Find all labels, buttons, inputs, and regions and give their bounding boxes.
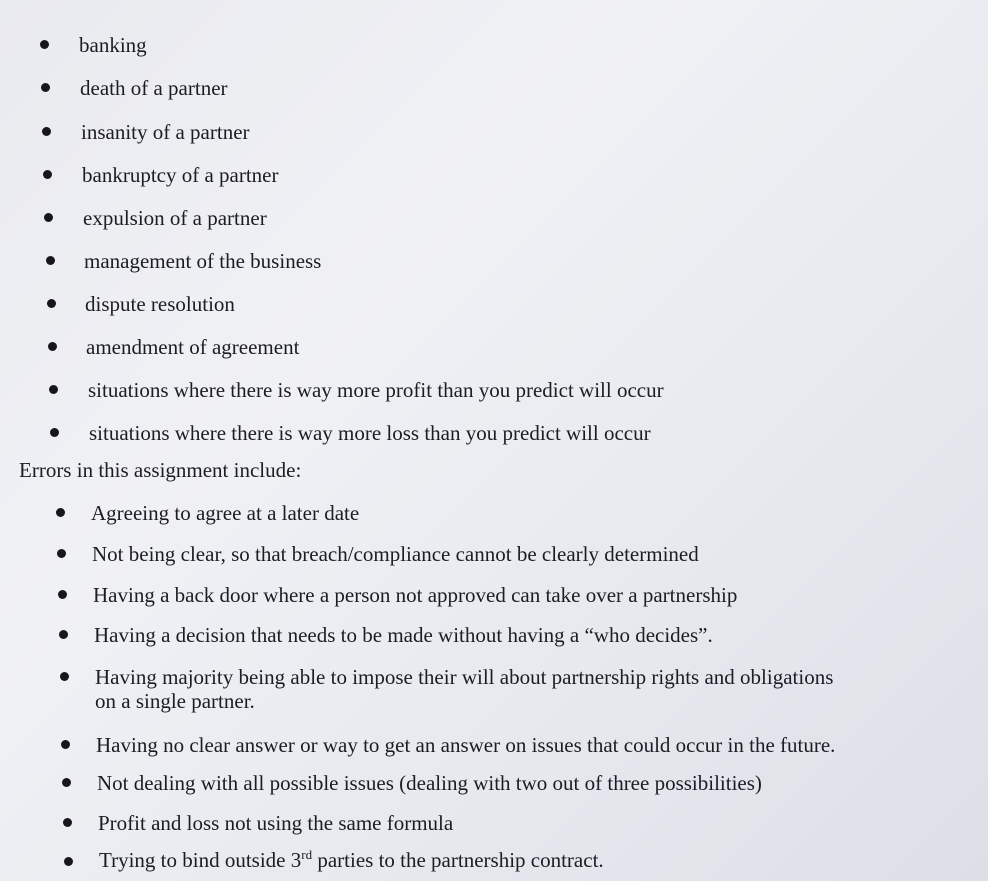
list-item-text: management of the business [84, 249, 322, 273]
list-item-text: death of a partner [80, 76, 228, 100]
bullet-icon [58, 590, 67, 599]
list-item-text: expulsion of a partner [83, 206, 267, 230]
bullet-icon [43, 170, 52, 179]
list-item-text: situations where there is way more profit than you predict will occur [88, 378, 664, 402]
bullet-icon [50, 428, 59, 437]
list-item-text: Having a decision that needs to be made without having a “who decides”. [94, 623, 713, 647]
bullet-icon [42, 127, 51, 136]
bullet-icon [57, 549, 66, 558]
list-item-text [99, 848, 604, 872]
bullet-icon [61, 740, 70, 749]
list-item-text: Not being clear, so that breach/compliance cannot be clearly determined [92, 542, 699, 566]
bullet-icon [41, 83, 50, 92]
text-segment: parties to the partnership contract. [312, 848, 604, 872]
list-item-text: insanity of a partner [81, 120, 250, 144]
errors-heading: Errors in this assignment include: [19, 458, 302, 482]
bullet-icon [63, 818, 72, 827]
list-item-text: Having a back door where a person not approved can take over a partnership [93, 583, 738, 607]
list-item-text: amendment of agreement [86, 335, 300, 359]
list-item-text: Having majority being able to impose their will about partnership rights and obligations [95, 665, 834, 689]
list-item-text: Agreeing to agree at a later date [91, 501, 360, 525]
bullet-icon [64, 857, 73, 866]
list-item-text: Not dealing with all possible issues (dealing with two out of three possibilities) [97, 771, 762, 795]
list-item-text: Having no clear answer or way to get an answer on issues that could occur in the future. [96, 733, 836, 757]
bullet-icon [44, 213, 53, 222]
bullet-icon [40, 40, 49, 49]
bullet-icon [49, 385, 58, 394]
list-item-text: situations where there is way more loss than you predict will occur [89, 421, 651, 445]
list-item-text: dispute resolution [85, 292, 235, 316]
text-segment: Trying to bind outside 3 [99, 848, 302, 872]
list-item-text: banking [79, 33, 147, 57]
bullet-icon [46, 256, 55, 265]
list-item-text-continued: on a single partner. [95, 689, 255, 713]
ordinal-superscript: rd [301, 847, 313, 862]
bullet-icon [59, 630, 68, 639]
list-item-text: Profit and loss not using the same formula [98, 811, 454, 835]
bullet-icon [48, 342, 57, 351]
bullet-icon [56, 508, 65, 517]
list-item-text: bankruptcy of a partner [82, 163, 279, 187]
bullet-icon [60, 672, 69, 681]
bullet-icon [62, 778, 71, 787]
bullet-icon [47, 299, 56, 308]
